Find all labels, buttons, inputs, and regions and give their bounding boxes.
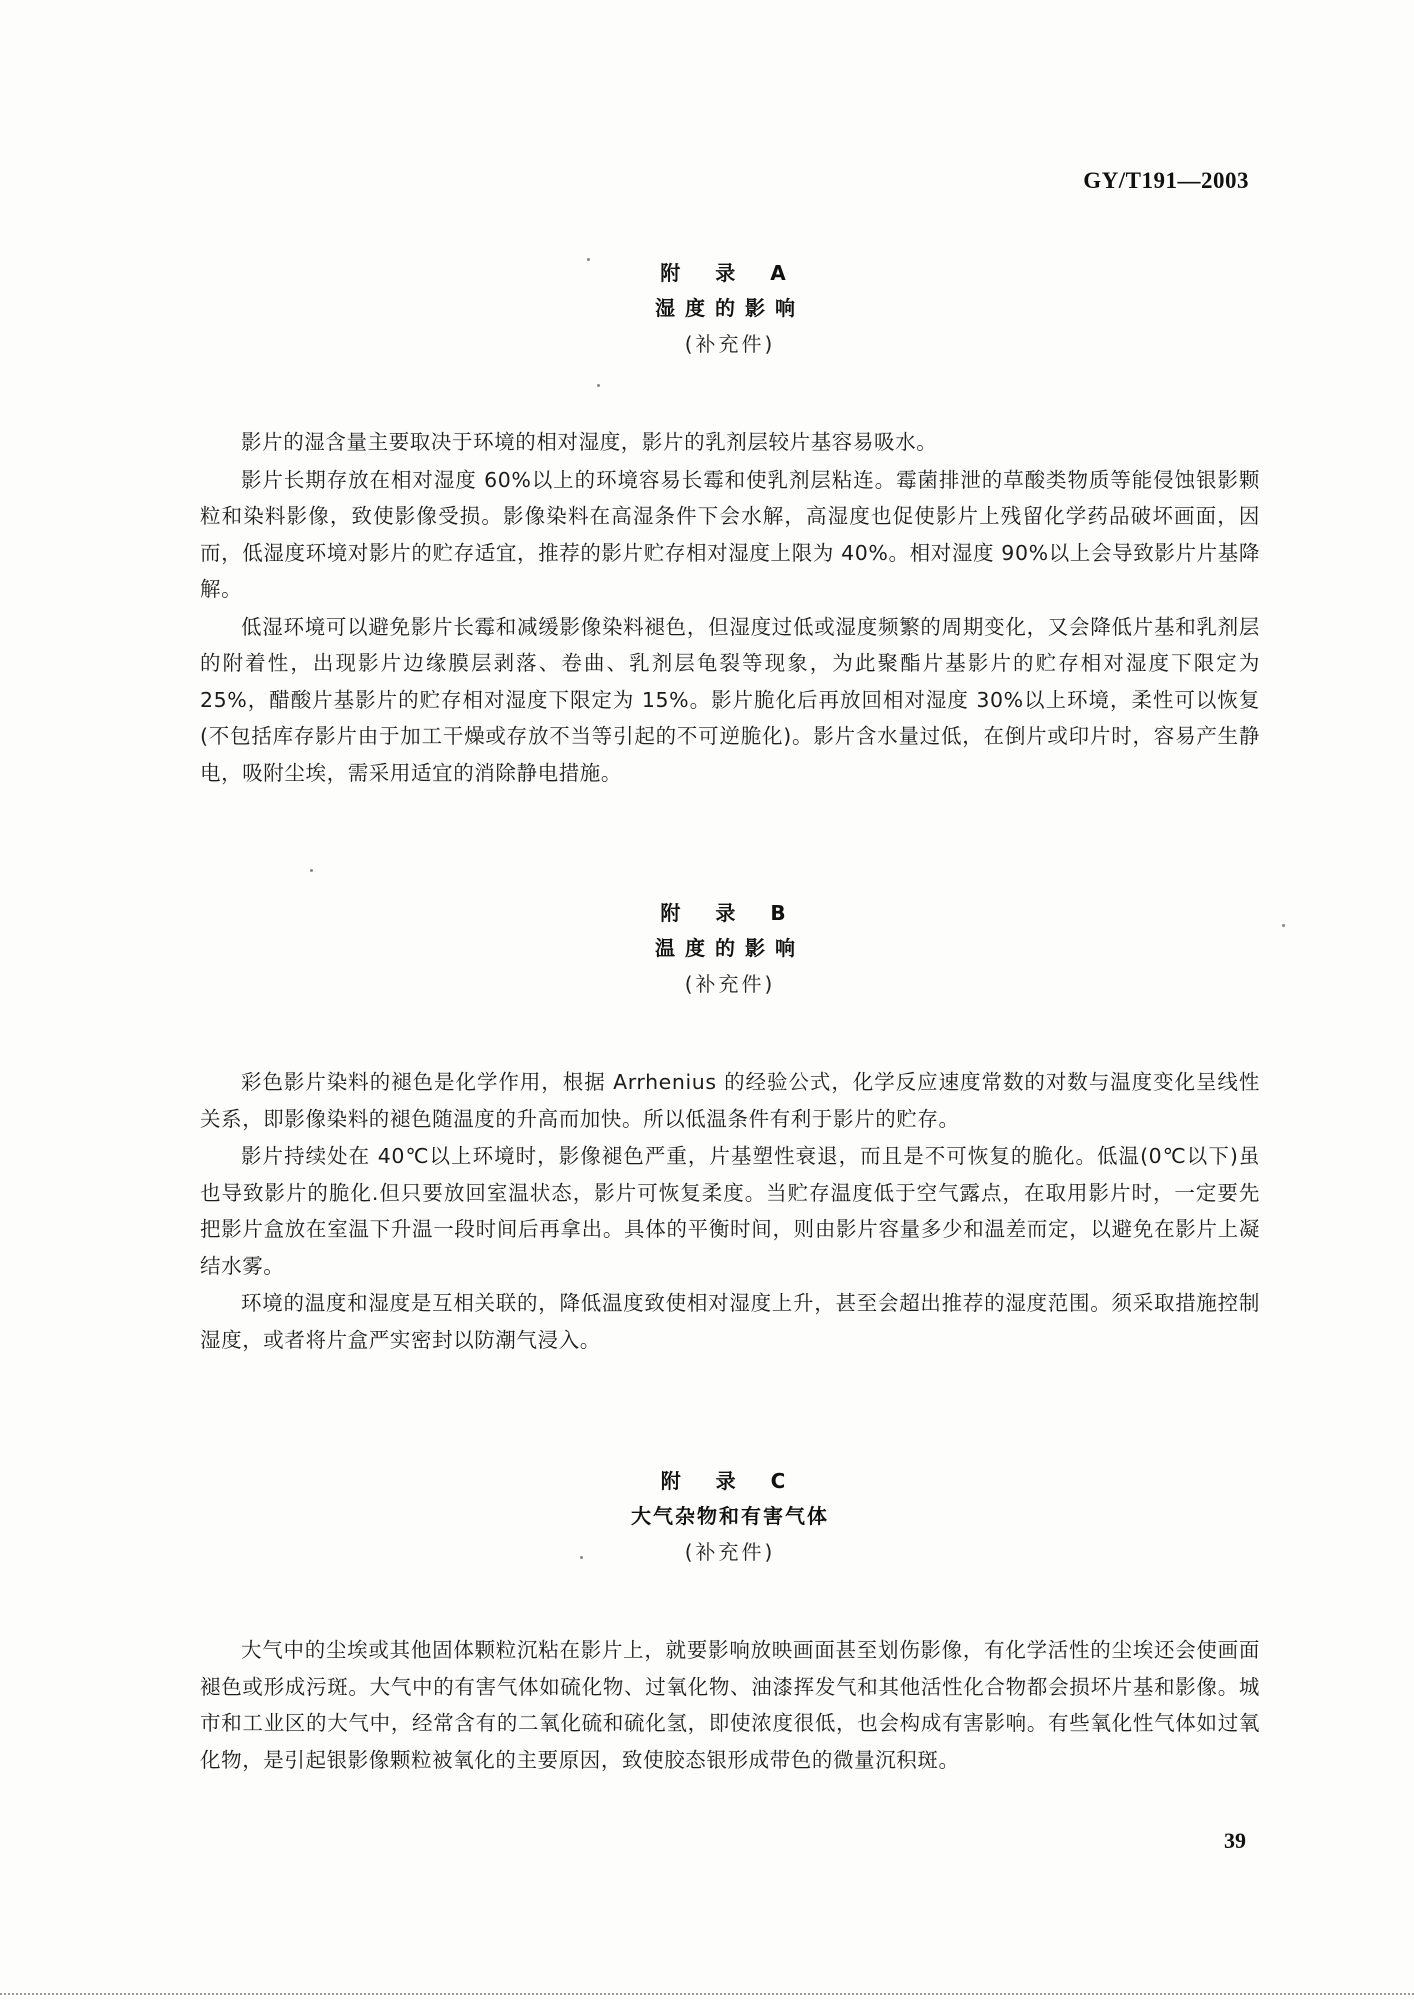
appendix-c-section bbox=[200, 1464, 1260, 1779]
scan-speck bbox=[580, 1556, 583, 1559]
appendix-b-subtitle: (补充件) bbox=[684, 972, 776, 996]
appendix-c-paragraph: 大气中的尘埃或其他固体颗粒沉粘在影片上，就要影响放映画面甚至划伤影像，有化学活性的尘埃还会使画面褪色或形成污斑。大气中的有害气体如硫化物、过氧化物、油漆挥发气和其他活性化合物都会损坏片基和影像。城市和工业区的大气中，经常含有的二氧化硫和硫化氢，即使浓度很低，也会构成有害影响。有些氧化性气体如过氧化物，是引起银影像颗粒被氧化的主要原因，致使胶态银形成带色的微量沉积斑。 bbox=[200, 1638, 1260, 1772]
document-code: GY/T191—2003 bbox=[1083, 168, 1249, 193]
scan-speck bbox=[597, 384, 600, 387]
appendix-c-subtitle: (补充件) bbox=[684, 1540, 776, 1564]
appendix-c-title: 大气杂物和有害气体 bbox=[631, 1504, 829, 1528]
appendix-a-section bbox=[200, 256, 1260, 792]
appendix-a-paragraph: 影片长期存放在相对湿度 60%以上的环境容易长霉和使乳剂层粘连。霉菌排泄的草酸类物质等能侵蚀银影颗粒和染料影像，致使影像受损。影像染料在高湿条件下会水解，高湿度也促使影片上残留化学药品破坏画面，因而，低湿度环境对影片的贮存适宜，推荐的影片贮存相对湿度上限为 40%。相对湿度 90%以上会导致影片片基降解。 bbox=[200, 467, 1260, 601]
appendix-b-paragraph: 彩色影片染料的褪色是化学作用，根据 Arrhenius 的经验公式，化学反应速度常数的对数与温度变化呈线性关系，即影像染料的褪色随温度的升高而加快。所以低温条件有利于影片的贮存。 bbox=[200, 1070, 1260, 1131]
appendix-a-title: 湿度的影响 bbox=[655, 296, 805, 320]
appendix-b-paragraph: 影片持续处在 40℃以上环境时，影像褪色严重，片基塑性衰退，而且是不可恢复的脆化。低温(0℃以下)虽也导致影片的脆化.但只要放回室温状态，影片可恢复柔度。当贮存温度低于空气露点，在取用影片时，一定要先把影片盒放在室温下升温一段时间后再拿出。具体的平衡时间，则由影片容量多少和温差而定，以避免在影片上凝结水雾。 bbox=[200, 1144, 1260, 1278]
scan-speck bbox=[310, 869, 313, 872]
appendix-b-paragraph: 环境的温度和湿度是互相关联的，降低温度致使相对湿度上升，甚至会超出推荐的湿度范围。须采取措施控制湿度，或者将片盒严实密封以防潮气浸入。 bbox=[200, 1291, 1260, 1352]
appendix-b-label: 附 录 B bbox=[660, 901, 800, 925]
scan-edge-line bbox=[0, 1993, 1414, 1995]
appendix-b-title: 温度的影响 bbox=[655, 936, 805, 960]
appendix-a-label: 附 录 A bbox=[660, 261, 800, 285]
appendix-c-label: 附 录 C bbox=[660, 1469, 800, 1493]
page-number: 39 bbox=[1224, 1828, 1246, 1853]
appendix-b-section bbox=[200, 896, 1260, 1359]
appendix-a-subtitle: (补充件) bbox=[684, 332, 776, 356]
scan-speck bbox=[587, 258, 590, 261]
appendix-a-paragraph: 影片的湿含量主要取决于环境的相对湿度，影片的乳剂层较片基容易吸水。 bbox=[241, 430, 938, 454]
appendix-a-paragraph: 低湿环境可以避免影片长霉和减缓影像染料褪色，但湿度过低或湿度频繁的周期变化，又会降低片基和乳剂层的附着性，出现影片边缘膜层剥落、卷曲、乳剂层龟裂等现象，为此聚酯片基影片的贮存相对湿度下限定为 25%，醋酸片基影片的贮存相对湿度下限定为 15%。影片脆化后再放回相对湿度 30%以上环境，柔性可以恢复(不包括库存影片由于加工干燥或存放不当等引起的不可逆脆化)。影片含水量过低，在倒片或印片时，容易产生静电，吸附尘埃，需采用适宜的消除静电措施。 bbox=[200, 614, 1260, 785]
scan-speck bbox=[1282, 924, 1285, 927]
